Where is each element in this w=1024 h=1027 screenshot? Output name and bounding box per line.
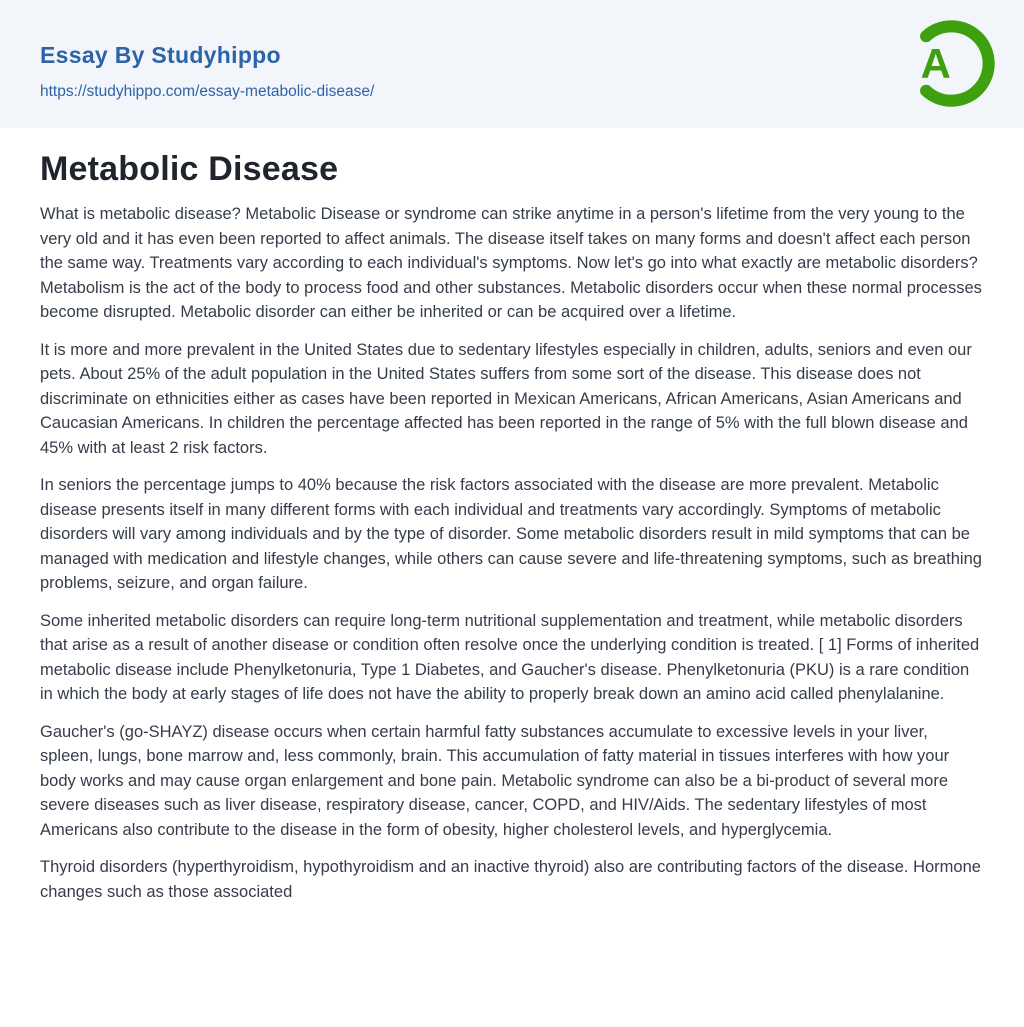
paragraph-4: Some inherited metabolic disorders can require long-term nutritional supplementation and treatment, while metabolic disorders that arise as a result of another disease or condition often resolve once the underlying condition is treated. [ 1] Forms of inherited metabolic disease include Phenylketonuria, Type 1 Diabetes, and Gaucher's disease. Phenylketonuria (PKU) is a rare condition in which the body at early stages of life does not have the ability to properly break down an amino acid called phenylalanine. <box>40 611 980 703</box>
studyhippo-logo-icon <box>905 17 998 110</box>
brand-link[interactable]: Essay By Studyhippo <box>40 42 281 68</box>
article-title: Metabolic Disease <box>40 150 339 188</box>
paragraph-5: Gaucher's (go-SHAYZ) disease occurs when certain harmful fatty substances accumulate to excessive levels in your liver, spleen, lungs, bone marrow and, less commonly, brain. This accumulation of fatty material in tissues interferes with how your body works and may cause organ enlargement and bone pain. Metabolic syndrome can also be a bi-product of several more severe diseases such as liver disease, respiratory disease, cancer, COPD, and HIV/Aids. The sedentary lifestyles of most Americans also contribute to the disease in the form of obesity, higher cholesterol levels, and hyperglycemia. <box>40 722 950 839</box>
source-url-link[interactable]: https://studyhippo.com/essay-metabolic-disease/ <box>40 83 375 100</box>
paragraph-6: Thyroid disorders (hyperthyroidism, hypothyroidism and an inactive thyroid) also are contributing factors of the disease. Hormone changes such as those associated <box>40 858 981 901</box>
paragraph-3: In seniors the percentage jumps to 40% because the risk factors associated with the disease are more prevalent. Metabolic disease presents itself in many different forms with each individual and treatments vary accordingly. Symptoms of metabolic disorders will vary among individuals and by the type of disorder. Some metabolic disorders result in mild symptoms that can be managed with medication and lifestyle changes, while others can cause severe and life-threatening symptoms, such as breathing problems, seizure, and organ failure. <box>40 476 982 592</box>
logo-letter: A <box>920 39 951 87</box>
article <box>0 128 1024 904</box>
paragraph-2: It is more and more prevalent in the United States due to sedentary lifestyles especially in children, adults, seniors and even our pets. About 25% of the adult population in the United States suffers from some sort of the disease. This disease does not discriminate on ethnicities either as cases have been reported in Mexican Americans, African Americans, Asian Americans and Caucasian Americans. In children the percentage affected has been reported in the range of 5% with the full blown disease and 45% with at least 2 risk factors. <box>40 340 972 457</box>
page-header <box>0 0 1024 128</box>
paragraph-1: What is metabolic disease? Metabolic Disease or syndrome can strike anytime in a person's lifetime from the very young to the very old and it has even been reported to affect animals. The disease itself takes on many forms and doesn't affect each person the same way. Treatments vary according to each individual's symptoms. Now let's go into what exactly are metabolic disorders? Metabolism is the act of the body to process food and other substances. Metabolic disorders occur when these normal processes become disrupted. Metabolic disorder can either be inherited or can be acquired over a lifetime. <box>40 205 982 321</box>
